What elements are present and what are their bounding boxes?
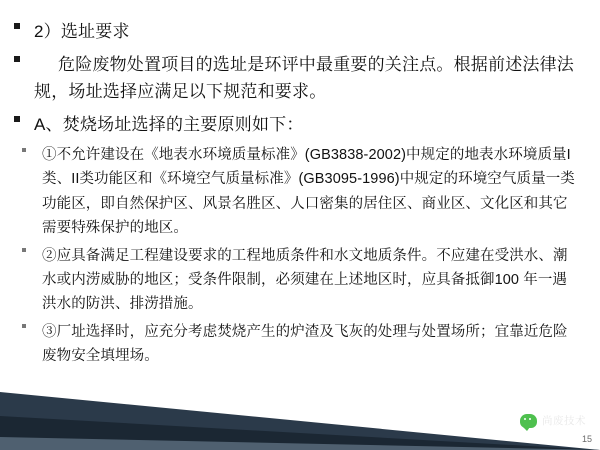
bullet-marker-small-square: [0, 244, 42, 262]
band-wedge-light: [0, 437, 600, 450]
wechat-icon: [520, 414, 537, 428]
bullet-text: A、焚烧场址选择的主要原则如下：: [34, 114, 304, 134]
bullet-text: ①不允许建设在《地表水环境质量标准》(GB3838-2002)中规定的地表水环境质量I类、II类功能区和《环境空气质量标准》(GB3095-1996)中规定的环境空气质量一类功能区，即自然保护区、风景名胜区、人口密集的居住区、商业区、文化区和其它需要特殊保护的地区。: [42, 147, 575, 237]
footer-decorative-band: [0, 372, 600, 450]
band-wedge-darker: [0, 416, 600, 450]
bullet-text: ③厂址选择时，应充分考虑焚烧产生的炉渣及飞灰的处理与处置场所；宜靠近危险废物安全填埋场。: [42, 323, 568, 364]
page-number: 15: [581, 434, 592, 444]
watermark-logo: [520, 413, 586, 428]
bullet-item-2-geological-hydrological: [0, 244, 600, 317]
band-wedge-dark: [0, 392, 600, 450]
bullet-marker-small-square: [0, 143, 42, 161]
bullet-paragraph-site-selection-importance: [0, 51, 600, 106]
bullet-heading-incineration-site-principles: [0, 111, 600, 139]
bullet-item-3-slag-flyash-disposal: [0, 320, 600, 369]
bullet-marker-square: [0, 51, 34, 70]
bullet-item-1-prohibited-areas: [0, 143, 600, 240]
watermark-label: 尚废技术: [542, 415, 586, 427]
bullet-marker-square: [0, 111, 34, 130]
bullet-heading-site-selection-requirements: [0, 18, 600, 46]
bullet-text: 2）选址要求: [34, 22, 130, 41]
bullet-marker-square: [0, 18, 34, 37]
bullet-marker-small-square: [0, 320, 42, 338]
bullet-text: 危险废物处置项目的选址是环评中最重要的关注点。根据前述法律法规，场址选择应满足以下规范和要求。: [34, 54, 574, 102]
bullet-text: ②应具备满足工程建设要求的工程地质条件和水文地质条件。不应建在受洪水、潮水或内涝威胁的地区；受条件限制，必须建在上述地区时，应具备抵御100 年一遇洪水的防洪、排涝措施。: [42, 247, 568, 313]
